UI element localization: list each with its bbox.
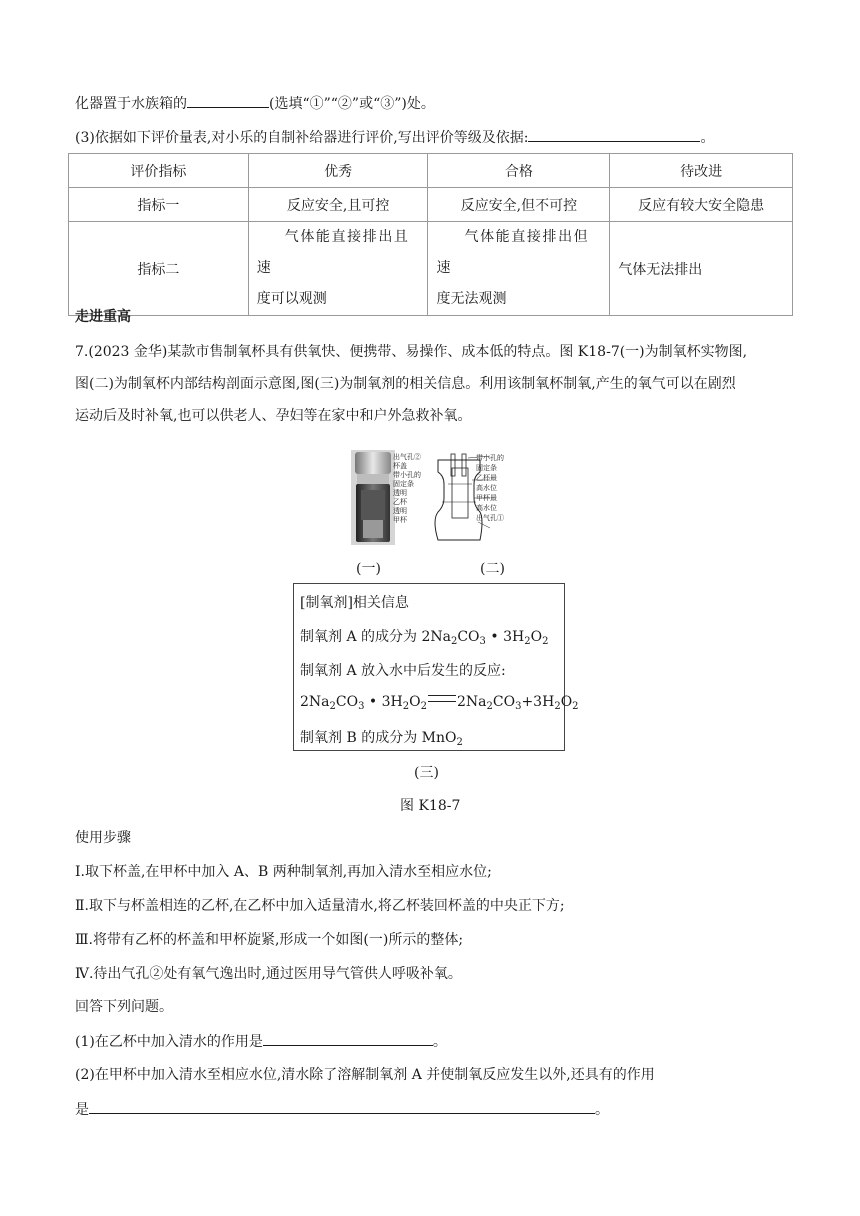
figure-labels-left: 出气孔② 杯盖 带小孔的 固定条 透明 乙杯 透明 甲杯 [393, 453, 421, 524]
table-cell: 反应有较大安全隐患 [610, 188, 793, 222]
steps-title: 使用步骤 [75, 830, 131, 846]
step-1: Ⅰ.取下杯盖,在甲杯中加入 A、B 两种制氧剂,再加入清水至相应水位; [75, 864, 492, 880]
section-title: 走进重高 [75, 309, 131, 325]
table-header-row [69, 154, 793, 188]
table-cell: 气体能直接排出但速 度无法观测 [428, 222, 610, 316]
answer-prompt: 回答下列问题。 [75, 999, 173, 1015]
reaction-equation: $2Na_2CO_3$ • $3H_2O_2$ $2Na_2CO_3+3H_2O_2$ [300, 694, 579, 712]
header-cell: 待改进 [610, 154, 793, 188]
header-cell: 优秀 [248, 154, 428, 188]
question-1: (1)在乙杯中加入清水的作用是 。 [75, 1031, 447, 1052]
question-2: (2)在甲杯中加入清水至相应水位,清水除了溶解制氧剂 A 并使制氧反应发生以外,还具有的作用 [75, 1067, 655, 1083]
equals-sign-icon [428, 695, 456, 702]
question-3: (3)依据如下评价量表,对小乐的自制补给器进行评价,写出评价等级及依据: 。 [75, 127, 714, 148]
agent-b-composition: 制氧剂 B 的成分为 MnO$_2$ [300, 730, 463, 748]
figure-caption-1: (一) [356, 561, 381, 577]
oxygen-cup-photo [351, 450, 395, 545]
table-cell: 指标一 [69, 188, 249, 222]
line-continuation: 化器置于水族箱的 (选填“①”“②”或“③”)处。 [75, 93, 435, 114]
figure-caption: 图 K18-7 [400, 798, 461, 814]
table-row [69, 188, 793, 222]
answer-blank-q2[interactable] [89, 1099, 595, 1114]
evaluation-table [68, 153, 793, 316]
figure-labels-right: 带小孔的 固定条 乙杯最 高水位 甲杯最 高水位 出气孔① [476, 454, 504, 522]
table-cell: 反应安全,但不可控 [428, 188, 610, 222]
answer-blank-q3[interactable] [528, 127, 700, 142]
table-cell: 反应安全,且可控 [248, 188, 428, 222]
q7-line: 7.(2023 金华)某款市售制氧杯具有供氧快、便携带、易操作、成本低的特点。图 K18-7(一)为制氧杯实物图, [75, 344, 748, 360]
oxygen-agent-info-box: [制氧剂]相关信息 制氧剂 A 的成分为 $2Na_2CO_3$ • $3H_2O_2$ 制氧剂 A 放入水中后发生的反应: $2Na_2CO_3$ • $3H_2O_2$ $2Na_2CO_3+3H_2O_2$ 制氧剂 B 的成分为 MnO$_2$ [293, 583, 565, 751]
header-cell: 评价指标 [69, 154, 249, 188]
q7-line: 运动后及时补氧,也可以供老人、孕妇等在家中和户外急救补氧。 [75, 408, 472, 424]
figure-caption-2: (二) [480, 561, 505, 577]
header-cell: 合格 [428, 154, 610, 188]
step-3: Ⅲ.将带有乙杯的杯盖和甲杯旋紧,形成一个如图(一)所示的整体; [75, 932, 464, 948]
answer-blank-position[interactable] [187, 93, 269, 108]
figure-caption-3: (三) [414, 765, 439, 781]
table-cell: 气体无法排出 [610, 222, 793, 316]
step-2: Ⅱ.取下与杯盖相连的乙杯,在乙杯中加入适量清水,将乙杯装回杯盖的中央正下方; [75, 898, 565, 914]
q7-line: 图(二)为制氧杯内部结构剖面示意图,图(三)为制氧剂的相关信息。利用该制氧杯制氧,产生的氧气可以在剧烈 [75, 376, 736, 392]
agent-a-composition: 制氧剂 A 的成分为 $2Na_2CO_3$ • $3H_2O_2$ [300, 629, 549, 647]
table-cell: 指标二 [69, 222, 249, 316]
table-row [69, 222, 793, 316]
answer-blank-q1[interactable] [263, 1031, 433, 1046]
step-4: Ⅳ.待出气孔②处有氧气逸出时,通过医用导气管供人呼吸补氧。 [75, 966, 462, 982]
question-2-answer-line: 是 。 [75, 1099, 609, 1120]
table-cell: 气体能直接排出且速 度可以观测 [248, 222, 428, 316]
